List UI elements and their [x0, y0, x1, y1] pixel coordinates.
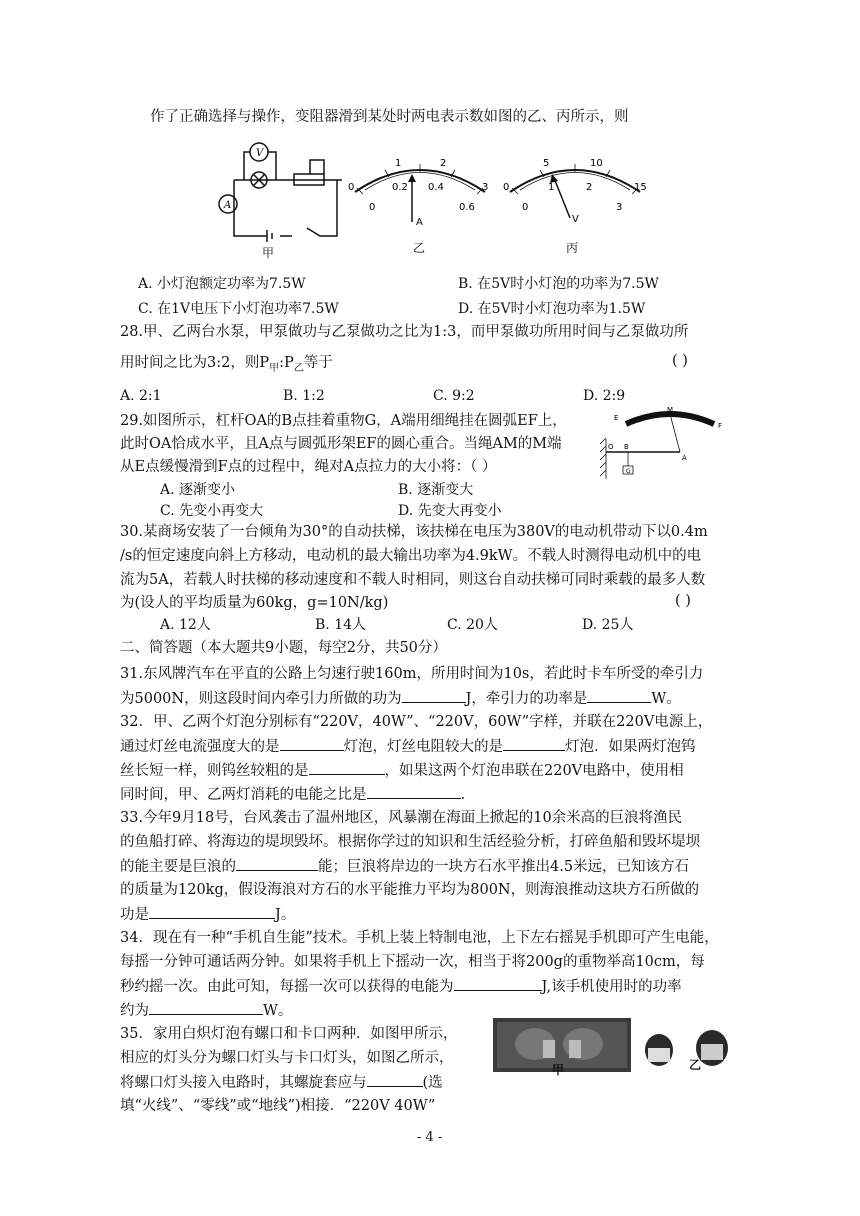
q27-option-a: A. 小灯泡额定功率为7.5W [138, 276, 306, 292]
voltmeter-dial [500, 150, 650, 240]
ammeter-mid-2: 0.4 [428, 182, 444, 193]
lever-label-m: M [667, 406, 674, 414]
q31-blank-power [587, 688, 651, 703]
q28-line1: 28.甲、乙两台水泵，甲泵做功与乙泵做功之比为1:3，而甲泵做功所用时间与乙泵做功所 [120, 324, 689, 340]
q27-option-d: D. 在5V时小灯泡功率为1.5W [458, 301, 646, 317]
q30-line2: /s的恒定速度向斜上方移动，电动机的最大输出功率为4.9kW。不载人时测得电动机中的电 [120, 548, 702, 564]
q28-answer-paren: ( ) [672, 353, 688, 369]
q30-option-b: B. 14人 [315, 617, 367, 633]
ammeter-end-3: 3 [482, 182, 489, 193]
q31-line2: 为5000N，则这段时间内牵引力所做的功为 J，牵引力的功率是 W。 [120, 688, 681, 709]
voltmeter-mid-2: 2 [586, 182, 593, 193]
circuit-diagram [212, 140, 342, 260]
q33-line5: 功是 J。 [120, 904, 295, 925]
q28-option-a: A. 2:1 [120, 388, 162, 404]
q30-option-a: A. 12人 [160, 617, 211, 633]
q30-option-d: D. 25人 [582, 617, 634, 633]
q28-option-d: D. 2:9 [583, 388, 626, 404]
ammeter-left-0: 0 [348, 182, 355, 193]
lever-label-o: O [608, 443, 614, 451]
q28-line2: 用时间之比为3:2，则$P_甲:P_乙$等于 [120, 355, 333, 374]
q35-fig-jia: 甲 [552, 1063, 565, 1077]
q30-line4: 为(设人的平均质量为60kg，g=10N/kg) [120, 595, 389, 611]
q34-blank-energy [454, 976, 542, 991]
voltmeter-bottom-3: 3 [616, 202, 623, 213]
q35-line1: 35．家用白炽灯泡有螺口和卡口两种．如图甲所示， [120, 1026, 458, 1042]
q32-line1: 32．甲、乙两个灯泡分别标有“220V，40W”、“220V，60W”字样，并联在220V电源上， [120, 714, 713, 730]
q35-line3: 将螺口灯头接入电路时，其螺旋套应与 (选 [120, 1072, 443, 1093]
q28-option-b: B. 1:2 [283, 388, 325, 404]
caption-yi: 乙 [413, 241, 426, 255]
voltmeter-symbol: V [256, 148, 264, 159]
ammeter-symbol: A [224, 200, 232, 211]
q31-line1: 31.东风牌汽车在平直的公路上匀速行驶160m，所用时间为10s，若此时卡车所受的牵引力 [120, 666, 704, 682]
ammeter-bottom-0: 0 [369, 202, 376, 213]
page-number: - 4 - [417, 1130, 443, 1145]
q34-line1: 34．现在有一种“手机自生能”技术。手机上装上特制电池，上下左右摇晃手机即可产生电能， [120, 930, 719, 946]
q33-line1: 33.今年9月18号，台风袭击了温州地区，风暴潮在海面上掀起的10余米高的巨浪将渔民 [120, 810, 683, 826]
q33-line3: 的能主要是巨浪的 能；巨浪将岸边的一块方石水平推出4.5米远，已知该方石 [120, 856, 689, 877]
lever-label-g: G [626, 468, 631, 475]
q29-line1: 29.如图所示，杠杆OA的B点挂着重物G，A端用细绳挂在圆弧EF上， [120, 413, 567, 429]
q32-line3: 丝长短一样，则钨丝较粗的是 ，如果这两个灯泡串联在220V电路中，使用相 [120, 760, 684, 781]
voltmeter-bottom-0: 0 [522, 202, 529, 213]
voltmeter-end-15: 15 [634, 182, 647, 193]
voltmeter-unit: V [572, 214, 579, 225]
caption-jia: 甲 [262, 246, 275, 260]
q30-line3: 流为5A，若载人时扶梯的移动速度和不载人时相同，则这台自动扶梯可同时乘载的最多人数 [120, 572, 706, 588]
q29-option-b: B. 逐渐变大 [398, 482, 474, 498]
ammeter-bottom-06: 0.6 [459, 202, 475, 213]
lever-label-e: E [614, 414, 619, 422]
q29-option-c: C. 先变小再变大 [160, 503, 264, 519]
q29-option-a: A. 逐渐变小 [160, 482, 236, 498]
q34-line4: 约为 W。 [120, 1000, 292, 1021]
section2-heading: 二、简答题（本大题共9小题，每空2分，共50分） [120, 640, 447, 656]
intro-text: 作了正确选择与操作，变阻器滑到某处时两电表示数如图的乙、丙所示，则 [150, 109, 629, 125]
lever-label-a: A [682, 454, 687, 462]
caption-bing: 丙 [566, 241, 579, 255]
q29-line3: 从E点缓慢滑到F点的过程中，绳对A点拉力的大小将：（ ） [120, 459, 497, 475]
q35-fig-yi: 乙 [689, 1058, 702, 1072]
q34-blank-power [149, 1000, 263, 1015]
q32-blank-current [280, 736, 344, 751]
lever-label-b: B [624, 443, 629, 451]
q31-blank-work [402, 688, 466, 703]
q30-answer-paren: ( ) [675, 593, 691, 609]
q29-option-d: D. 先变大再变小 [398, 503, 502, 519]
q35-blank-wire [367, 1072, 423, 1087]
q27-option-c: C. 在1V电压下小灯泡功率7.5W [138, 301, 339, 317]
q32-blank-resistance [503, 736, 565, 751]
q35-line4: 填“火线”、“零线”或“地线”)相接．“220V 40W” [120, 1098, 436, 1114]
q33-line2: 的鱼船打碎、将海边的堤坝毁坏。根据你学过的知识和生活经验分析，打碎鱼船和毁坏堤坝 [120, 834, 700, 850]
q30-line1: 30.某商场安装了一台倾角为30°的自动扶梯，该扶梯在电压为380V的电动机带动下以0.4m [120, 524, 708, 540]
ammeter-top-1: 1 [395, 158, 402, 169]
q33-line4: 的质量为120kg，假设海浪对方石的水平能推力平均为800N，则海浪推动这块方石所做的 [120, 882, 700, 898]
q32-blank-ratio [367, 784, 461, 799]
ammeter-mid-1: 0.2 [392, 182, 408, 193]
ammeter-unit: A [416, 217, 423, 228]
ammeter-dial [345, 150, 495, 240]
q32-blank-thicker [309, 760, 385, 775]
voltmeter-top-10: 10 [590, 158, 603, 169]
q30-option-c: C. 20人 [447, 617, 498, 633]
lever-label-f: F [718, 422, 723, 430]
lever-diagram [598, 404, 728, 484]
q35-line2: 相应的灯头分为螺口灯头与卡口灯头，如图乙所示， [120, 1050, 454, 1066]
voltmeter-top-5: 5 [543, 158, 550, 169]
voltmeter-mid-1: 1 [548, 182, 555, 193]
q32-line4: 同时间，甲、乙两灯消耗的电能之比是 . [120, 784, 465, 805]
q33-blank-work [149, 904, 275, 919]
q34-line2: 每摇一分钟可通话两分钟。如果将手机上下摇动一次，相当于将200g的重物举高10cm，每 [120, 954, 705, 970]
q34-line3: 秒约摇一次。由此可知，每摇一次可以获得的电能为 J,该手机使用时的功率 [120, 976, 682, 997]
ammeter-top-2: 2 [440, 158, 447, 169]
q33-blank-energy [236, 856, 318, 871]
q27-option-b: B. 在5V时小灯泡的功率为7.5W [458, 276, 659, 292]
voltmeter-left-0: 0 [503, 182, 510, 193]
q28-option-c: C. 9:2 [433, 388, 475, 404]
q29-line2: 此时OA恰成水平，且A点与圆弧形架EF的圆心重合。当绳AM的M端 [120, 436, 562, 452]
q32-line2: 通过灯丝电流强度大的是 灯泡，灯丝电阻较大的是 灯泡．如果两灯泡钨 [120, 736, 696, 757]
